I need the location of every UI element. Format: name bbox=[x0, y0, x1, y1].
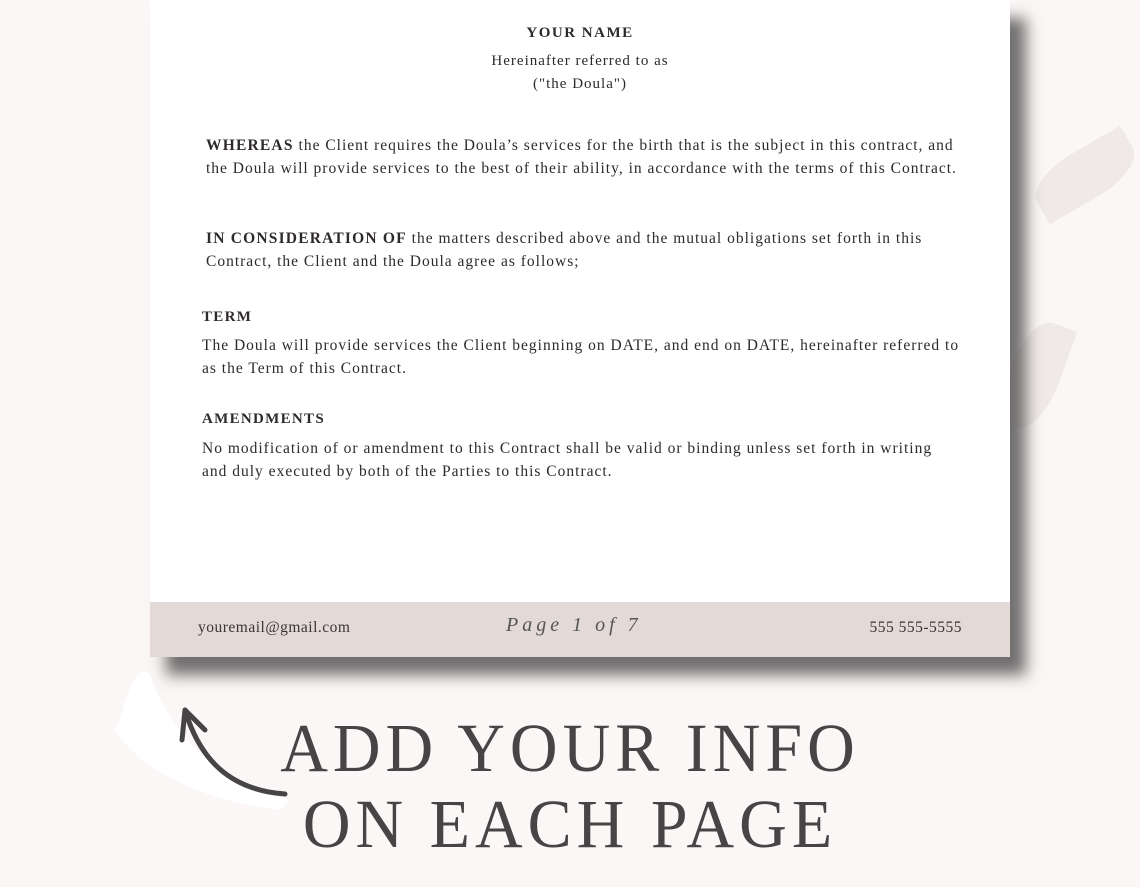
consideration-clause bbox=[206, 227, 986, 273]
party-name: YOUR NAME bbox=[526, 25, 634, 41]
amendments-text: No modification of or amendment to this Contract shall be valid or binding unless set forth in writing and duly executed by both of the Parties to this Contract. bbox=[202, 440, 933, 480]
whereas-clause bbox=[206, 134, 966, 180]
term-text: The Doula will provide services the Client beginning on DATE, and end on DATE, hereinafter referred to as the Term of this Contract. bbox=[202, 337, 960, 377]
consideration-lead: IN CONSIDERATION OF bbox=[206, 230, 407, 247]
headline-line-1: ADD YOUR INFO bbox=[280, 710, 860, 787]
term-heading: TERM bbox=[202, 309, 253, 325]
page-footer bbox=[150, 602, 1010, 657]
decorative-leaf bbox=[1025, 126, 1140, 224]
headline-line-2: ON EACH PAGE bbox=[302, 786, 838, 863]
amendments-heading: AMENDMENTS bbox=[202, 411, 326, 427]
whereas-text: the Client requires the Doula’s services for the birth that is the subject in this contract, and the Doula will provide services to the best of their ability, in accordance with the terms of this Contract. bbox=[206, 137, 957, 177]
footer-phone: 555 555-5555 bbox=[869, 619, 962, 636]
consideration-text: the matters described above and the mutual obligations set forth in this Contract, the Client and the Doula agree as follows; bbox=[206, 230, 923, 270]
whereas-lead: WHEREAS bbox=[206, 137, 294, 154]
footer-email: youremail@gmail.com bbox=[198, 619, 351, 636]
footer-page-indicator: Page 1 of 7 bbox=[506, 614, 642, 636]
referred-line-1: Hereinafter referred to as bbox=[491, 53, 669, 69]
contract-page bbox=[150, 0, 1010, 657]
referred-line-2: ("the Doula") bbox=[533, 76, 627, 92]
